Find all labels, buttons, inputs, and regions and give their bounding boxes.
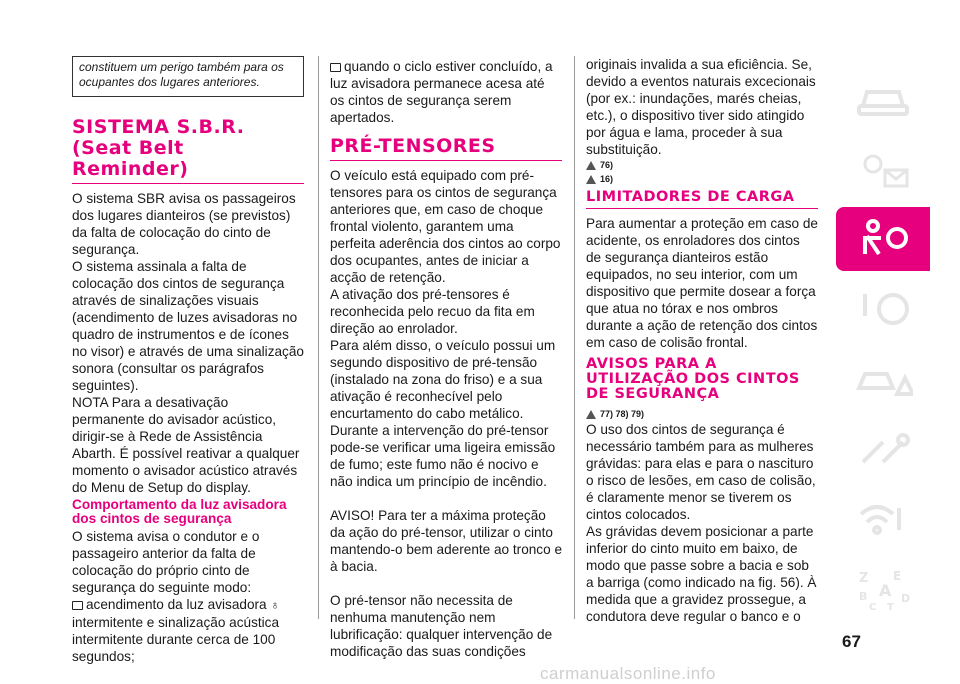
car-icon: [853, 76, 913, 122]
paragraph: O uso dos cintos de segurança é necessário também para as mulheres grávidas: para elas e para o nascituro o risco de lesões, em caso de colisão, é claramente menor se tiverem os cintos colocados.: [586, 422, 816, 522]
paragraph: O sistema SBR avisa os passageiros dos lugares dianteiros (se previstos) da falta de colocação do cinto de segurança.: [72, 191, 296, 257]
paragraph: intermitente e sinalização acústica intermitente durante cerca de 100 segundos;: [72, 615, 280, 664]
paragraph: O veículo está equipado com pré-tensores para os cintos de segurança anteriores que, em caso de choque frontal violento, garantem uma perfeita aderência dos cintos ao corpo dos ocupantes, antes de iniciar a acção de retenção.: [330, 168, 561, 285]
paragraph: NOTA Para a desativação permanente do avisador acústico, dirigir-se à Rede de Assistência Abarth. É possível reativar a qualquer momento o avisador acústico através do Menu de Setup do display.: [72, 395, 300, 495]
page-number: 67: [842, 632, 861, 651]
svg-text:D: D: [901, 592, 911, 605]
watermark: carmanualsonline.info: [540, 664, 716, 683]
paragraph: originais invalida a sua eficiência. Se, devido a eventos naturais excecionais (por ex.: inundações, marés cheias, etc.), o dispositivo tiver sido atingido por água e lama, proceder à sua substituição.: [586, 57, 816, 157]
seatbelt-warning-icon: ♁: [270, 598, 280, 612]
bullet-item: acendimento da luz avisadora ♁: [72, 596, 304, 614]
tools-icon: [853, 426, 913, 472]
index-letters-icon: [853, 566, 913, 612]
tab-multimedia[interactable]: [836, 487, 930, 551]
seatbelt-airbag-icon: [853, 216, 913, 262]
chapter-sidebar: [836, 67, 930, 627]
paragraph: O sistema assinala a falta de colocação dos cintos de segurança através de sinalizações visuais (acendimento de luzes avisadoras no quadro de instrumentos e de ícones no visor) e através de uma sinalização sonora (consultar os parágrafos seguintes).: [72, 259, 304, 393]
section-title-limitadores: LIMITADORES DE CARGA: [586, 190, 818, 209]
paragraph: A ativação dos pré-tensores é reconhecida pelo recuo da fita em direção ao enrolador.: [330, 287, 535, 336]
svg-text:C: C: [869, 602, 877, 612]
section-title-sbr: SISTEMA S.B.R. (Seat Belt Reminder): [72, 117, 304, 184]
paragraph-warning: AVISO! Para ter a máxima proteção da ação do pré-tensor, utilizar o cinto mantendo-o bem aderente ao tronco e à bacia.: [330, 508, 563, 574]
caution-triangle-icon: [586, 175, 596, 184]
key-wheel-icon: [853, 286, 913, 332]
italic-note-box: constituem um perigo também para os ocupantes dos lugares anteriores.: [72, 56, 304, 97]
paragraph: As grávidas devem posicionar a parte inferior do cinto muito em baixo, de modo que passe sobre a bacia e sob a barriga (como indicado na fig. 56). À medida que a gravidez prossegue, a condutora deve regular o banco e o: [586, 524, 817, 624]
warning-triangle-icon: [586, 410, 596, 419]
bullet-square-icon: [72, 601, 83, 610]
warning-refs: 77) 78) 79): [586, 407, 818, 421]
svg-text:E: E: [893, 569, 902, 583]
tab-maintenance[interactable]: [836, 417, 930, 481]
caution-ref: 16): [586, 172, 818, 186]
light-mail-icon: [853, 146, 913, 192]
tab-lights-messages[interactable]: [836, 137, 930, 201]
wifi-music-icon: [853, 496, 913, 542]
tab-index[interactable]: [836, 557, 930, 621]
column-3: [586, 56, 818, 625]
subsection-title: Comportamento da luz avisadora dos cintos de segurança: [72, 497, 287, 526]
paragraph: Para aumentar a proteção em caso de acidente, os enroladores dos cintos de segurança dianteiros estão equipados, no seu interior, com um dispositivo que permite dosear a força que atua no tórax e nos ombros durante a ação de retenção dos cintos em caso de colisão frontal.: [586, 216, 818, 350]
svg-text:T: T: [887, 602, 894, 612]
paragraph: Durante a intervenção do pré-tensor pode-se verificar uma ligeira emissão de fumo; este fumo não é nocivo e não indica um princípio de incêndio.: [330, 423, 556, 489]
svg-text:B: B: [859, 590, 868, 603]
tab-safety[interactable]: [836, 207, 930, 271]
section-title-pretensores: PRÉ-TENSORES: [330, 136, 562, 161]
paragraph: Para além disso, o veículo possui um segundo dispositivo de pré-tensão (instalado na zona do friso) e a sua ativação é reconhecível pelo encurtamento do cabo metálico.: [330, 338, 556, 421]
warning-triangle-icon: [586, 161, 596, 170]
column-divider: [318, 56, 319, 619]
tab-emergency[interactable]: [836, 347, 930, 411]
column-2: [330, 58, 562, 660]
tab-starting-driving[interactable]: [836, 277, 930, 341]
svg-text:A: A: [879, 581, 892, 600]
column-1: [72, 56, 304, 665]
warning-ref: 76): [586, 158, 818, 172]
svg-text:Z: Z: [859, 571, 869, 586]
car-warning-icon: [853, 356, 913, 402]
bullet-item: quando o ciclo estiver concluído, a luz avisadora permanece acesa até os cintos de segurança serem apertados.: [330, 59, 553, 125]
paragraph: O sistema avisa o condutor e o passageiro anterior da falta de colocação do próprio cinto de segurança do seguinte modo:: [72, 529, 260, 595]
section-title-avisos: AVISOS PARA A UTILIZAÇÃO DOS CINTOS DE SEGURANÇA: [586, 356, 800, 402]
bullet-square-icon: [330, 63, 341, 72]
tab-car[interactable]: [836, 67, 930, 131]
paragraph: O pré-tensor não necessita de nenhuma manutenção nem lubrificação: qualquer intervenção de modificação das suas condições: [330, 593, 553, 659]
column-divider: [574, 56, 575, 619]
